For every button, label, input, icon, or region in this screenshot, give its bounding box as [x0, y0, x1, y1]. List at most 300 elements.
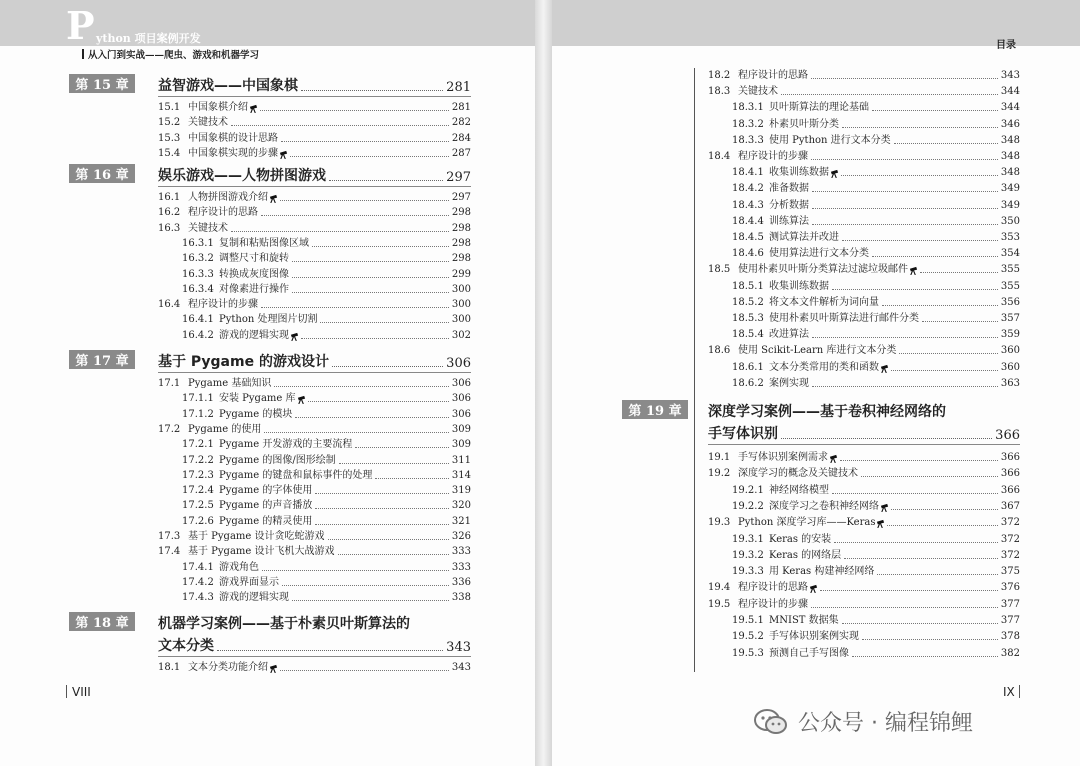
toc-subentry — [732, 550, 1020, 562]
leader-dots — [781, 94, 998, 95]
page-number: 360 — [1000, 361, 1020, 373]
leader-dots — [899, 353, 998, 354]
section-number: 16.4.2 — [182, 329, 214, 341]
page-number: 336 — [451, 576, 471, 588]
leader-dots — [920, 272, 998, 273]
right-page — [552, 0, 1080, 766]
page-number: 372 — [1000, 549, 1020, 561]
leader-dots — [891, 509, 998, 510]
toc-subentry — [182, 439, 471, 451]
video-badge-icon — [880, 364, 888, 372]
leader-dots — [281, 141, 449, 142]
section-title: 准备数据 — [769, 183, 809, 195]
section-number: 18.4.4 — [732, 215, 764, 227]
toc-subentry — [732, 183, 1020, 195]
section-title: 案例实现 — [769, 377, 809, 389]
section-title: 基于 Pygame 设计飞机大战游戏 — [188, 546, 335, 558]
leader-dots — [329, 180, 443, 181]
section-title: Pygame 的使用 — [188, 423, 262, 435]
section-number: 18.2 — [708, 70, 731, 81]
section-number: 18.6 — [708, 345, 731, 357]
book-subtitle: 从入门到实战——爬虫、游戏和机器学习 — [82, 47, 259, 61]
leader-dots — [812, 224, 998, 225]
chapter-title-line1: 深度学习案例——基于卷积神经网络的 — [708, 404, 946, 420]
page-number: 309 — [451, 423, 471, 435]
wechat-icon — [754, 708, 788, 736]
toc-entry — [708, 345, 1020, 357]
leader-dots — [872, 256, 998, 257]
page-number: 382 — [1000, 647, 1020, 659]
leader-dots — [262, 570, 449, 571]
video-badge-icon — [830, 169, 838, 177]
toc-subentry — [182, 516, 471, 528]
page-number: 320 — [451, 500, 471, 512]
leader-dots — [862, 639, 998, 640]
toc-subentry — [732, 329, 1020, 341]
chapter-label: 第 16 章 — [69, 164, 135, 183]
page-number: 282 — [451, 117, 471, 129]
page-number: 298 — [451, 237, 471, 249]
chapter-rule — [158, 186, 471, 187]
page-number: 300 — [451, 299, 471, 311]
toc-subentry — [732, 631, 1020, 643]
section-number: 18.4.1 — [732, 167, 764, 179]
leader-dots — [842, 240, 998, 241]
section-title: Python 深度学习库——Keras — [738, 517, 876, 529]
page-number: 354 — [1000, 248, 1020, 260]
section-number: 18.5.1 — [732, 280, 764, 292]
page-number: 281 — [451, 102, 471, 113]
leader-dots — [292, 277, 449, 278]
leader-dots — [292, 261, 449, 262]
section-number: 17.2.4 — [182, 485, 214, 497]
page-number: 287 — [451, 147, 471, 159]
page-number: 343 — [1000, 70, 1020, 81]
video-badge-icon — [809, 584, 817, 592]
section-title: 使用朴素贝叶斯算法进行邮件分类 — [769, 313, 919, 324]
page-number: 375 — [1000, 566, 1020, 578]
chapter-rule — [158, 96, 471, 97]
page-number: 366 — [1000, 468, 1020, 480]
section-title: 游戏角色 — [219, 561, 259, 573]
folio-bar-right — [1019, 685, 1020, 698]
chapter-rule — [158, 372, 471, 373]
section-title: 中国象棋介绍 — [188, 102, 248, 113]
page-number: 348 — [1000, 151, 1020, 162]
page-number: 326 — [451, 531, 471, 542]
page-number: 367 — [1000, 500, 1020, 512]
section-number: 18.6.2 — [732, 377, 764, 389]
section-number: 18.3.3 — [732, 134, 764, 146]
leader-dots — [332, 366, 443, 367]
section-title: Keras 的安装 — [769, 533, 832, 545]
page-number: 309 — [451, 439, 471, 451]
section-number: 18.5.3 — [732, 313, 764, 324]
section-number: 18.3 — [708, 86, 731, 98]
section-title: 关键技术 — [188, 222, 228, 234]
section-number: 16.3.4 — [182, 283, 214, 295]
toc-subentry — [732, 232, 1020, 244]
page-number: 378 — [1000, 631, 1020, 643]
toc-subentry — [182, 500, 471, 512]
toc-subentry — [182, 455, 471, 467]
section-title: 基于 Pygame 设计贪吃蛇游戏 — [188, 531, 325, 542]
toc-subentry — [182, 592, 471, 604]
toc-subentry — [732, 485, 1020, 497]
toc-entry — [158, 102, 471, 114]
section-number: 18.4.2 — [732, 183, 764, 195]
page-number: 300 — [451, 314, 471, 326]
section-title: 中国象棋实现的步骤 — [188, 147, 278, 159]
toc-subentry — [732, 615, 1020, 627]
section-title: 使用 Scikit-Learn 库进行文本分类 — [738, 345, 897, 357]
toc-subentry — [732, 534, 1020, 546]
toc-subentry — [732, 362, 1020, 374]
section-title: 程序设计的思路 — [738, 582, 808, 594]
book-title: ython 项目案例开发 — [96, 32, 201, 45]
toc-rule — [694, 68, 695, 672]
page-number: 333 — [451, 561, 471, 573]
leader-dots — [811, 607, 998, 608]
page-number: 349 — [1000, 183, 1020, 195]
page-number: 359 — [1000, 329, 1020, 341]
leader-dots — [308, 401, 449, 402]
section-number: 19.5.1 — [732, 615, 764, 626]
section-title: 深度学习之卷积神经网络 — [769, 500, 879, 512]
chapter-label: 第 18 章 — [69, 612, 135, 631]
toc-subentry — [182, 409, 471, 421]
page-number: 344 — [1000, 102, 1020, 114]
left-page — [0, 0, 535, 766]
page-number-right: IX — [1003, 685, 1015, 699]
leader-dots — [872, 110, 998, 111]
toc-subentry — [182, 314, 471, 326]
leader-dots — [894, 143, 998, 144]
page-number: 366 — [1000, 484, 1020, 496]
section-title: 调整尺寸和旋转 — [219, 253, 289, 265]
video-badge-icon — [290, 332, 298, 340]
leader-dots — [834, 542, 998, 543]
chapter-title-text: 手写体识别 — [708, 426, 778, 442]
toc-subentry — [732, 648, 1020, 660]
video-badge-icon — [829, 454, 837, 462]
page-number: 284 — [451, 132, 471, 144]
leader-dots — [840, 460, 998, 461]
toc-entry — [158, 192, 471, 204]
chapter-title — [158, 635, 471, 655]
section-title: 使用 Python 进行文本分类 — [769, 134, 891, 146]
page-number: 346 — [1000, 118, 1020, 130]
section-number: 19.3.3 — [732, 566, 764, 578]
leader-dots — [820, 590, 998, 591]
section-title: 预测自己手写图像 — [769, 647, 849, 659]
section-title: 深度学习的概念及关键技术 — [738, 468, 858, 480]
section-number: 17.4.1 — [182, 561, 214, 573]
toc-subentry — [182, 253, 471, 265]
section-title: 程序设计的思路 — [738, 70, 808, 81]
leader-dots — [887, 525, 997, 526]
leader-dots — [781, 438, 992, 439]
leader-dots — [811, 78, 998, 79]
toc-entry — [158, 133, 471, 145]
leader-dots — [260, 110, 449, 111]
leader-dots — [261, 307, 449, 308]
section-number: 16.2 — [158, 207, 181, 219]
section-title: 转换成灰度图像 — [219, 268, 289, 280]
toc-subentry — [182, 269, 471, 281]
leader-dots — [301, 338, 449, 339]
toc-entry — [158, 117, 471, 129]
chapter-title-text: 文本分类 — [158, 638, 214, 654]
section-title: 神经网络模型 — [769, 484, 829, 496]
section-title: 游戏的逻辑实现 — [219, 329, 289, 341]
section-number: 19.4 — [708, 582, 731, 594]
leader-dots — [852, 656, 998, 657]
section-title: 文本分类常用的类和函数 — [769, 361, 879, 373]
section-number: 18.4.3 — [732, 199, 764, 211]
section-title: 收集训练数据 — [769, 167, 829, 179]
toc-subentry — [182, 284, 471, 296]
leader-dots — [295, 417, 449, 418]
toc-subentry — [732, 566, 1020, 578]
leader-dots — [315, 524, 449, 525]
leader-dots — [811, 159, 998, 160]
leader-dots — [312, 246, 449, 247]
section-title: 将文本文件解析为词向量 — [769, 296, 879, 308]
section-number: 15.2 — [158, 117, 181, 129]
book-spine — [535, 0, 552, 766]
leader-dots — [355, 447, 449, 448]
section-title: 人物拼图游戏介绍 — [188, 192, 268, 203]
chapter-title — [158, 351, 471, 371]
page-number: 306 — [451, 408, 471, 420]
leader-dots — [832, 289, 998, 290]
section-title: 中国象棋的设计思路 — [188, 132, 278, 144]
leader-dots — [292, 600, 449, 601]
toc-subentry — [732, 167, 1020, 179]
chapter-title-text: 娱乐游戏——人物拼图游戏 — [158, 168, 326, 184]
page-number: 355 — [1000, 264, 1020, 276]
leader-dots — [832, 493, 998, 494]
leader-dots — [315, 508, 449, 509]
section-title: Pygame 的精灵使用 — [219, 515, 313, 527]
video-badge-icon — [909, 266, 917, 274]
section-title: Python 处理图片切割 — [219, 314, 318, 326]
page-number: 350 — [1000, 215, 1020, 227]
page-number: 377 — [1000, 615, 1020, 626]
leader-dots — [264, 432, 449, 433]
page-number: 343 — [451, 662, 471, 673]
section-number: 18.4.6 — [732, 248, 764, 260]
watermark — [754, 706, 973, 737]
leader-dots — [812, 208, 998, 209]
section-number: 17.2.6 — [182, 515, 214, 527]
video-badge-icon — [279, 150, 287, 158]
page-number: 348 — [1000, 134, 1020, 146]
chapter-title-text: 基于 Pygame 的游戏设计 — [158, 354, 329, 370]
section-number: 15.3 — [158, 132, 181, 144]
section-number: 17.2.5 — [182, 500, 214, 512]
section-number: 19.5 — [708, 598, 731, 610]
leader-dots — [338, 554, 449, 555]
toc-entry — [708, 264, 1020, 276]
page-number: 356 — [1000, 296, 1020, 308]
watermark-text: 公众号 · 编程锦鲤 — [798, 711, 973, 736]
toc-subentry — [732, 313, 1020, 325]
section-title: 使用算法进行文本分类 — [769, 248, 869, 260]
toc-subentry — [732, 248, 1020, 260]
toc-entry — [708, 582, 1020, 594]
section-title: 使用朴素贝叶斯分类算法过滤垃圾邮件 — [738, 264, 908, 276]
page-number: 298 — [451, 207, 471, 219]
toc-entry — [158, 223, 471, 235]
chapter-page: 306 — [446, 356, 471, 371]
section-number: 18.6.1 — [732, 361, 764, 373]
toc-subentry — [182, 238, 471, 250]
toc-subentry — [732, 501, 1020, 513]
page-number-left: VIII — [72, 685, 91, 699]
toc-entry — [158, 378, 471, 390]
toc-subentry — [732, 200, 1020, 212]
page-number: 297 — [451, 192, 471, 203]
section-title: 朴素贝叶斯分类 — [769, 118, 839, 130]
section-number: 17.4 — [158, 546, 181, 558]
toc-subentry — [732, 297, 1020, 309]
section-number: 19.2 — [708, 468, 731, 480]
section-number: 18.3.1 — [732, 102, 764, 114]
page-number: 376 — [1000, 582, 1020, 594]
leader-dots — [282, 585, 449, 586]
section-number: 16.4 — [158, 299, 181, 311]
page-number: 314 — [451, 469, 471, 481]
page-number: 344 — [1000, 86, 1020, 98]
section-number: 19.3.1 — [732, 533, 764, 545]
leader-dots — [375, 478, 449, 479]
section-title: 游戏的逻辑实现 — [219, 592, 289, 604]
page-number: 338 — [451, 592, 471, 604]
toc-entry — [158, 207, 471, 219]
section-number: 18.5 — [708, 264, 731, 276]
toc-entry — [158, 148, 471, 160]
section-title: Pygame 开发游戏的主要流程 — [219, 439, 353, 451]
page-number: 349 — [1000, 199, 1020, 211]
page-number: 319 — [451, 485, 471, 497]
section-title: 手写体识别案例需求 — [738, 452, 828, 463]
section-number: 18.1 — [158, 662, 181, 673]
page-number: 366 — [1000, 452, 1020, 463]
section-number: 18.4.5 — [732, 232, 764, 243]
section-title: 改进算法 — [769, 329, 809, 341]
page-number: 311 — [451, 454, 471, 466]
leader-dots — [292, 292, 449, 293]
leader-dots — [842, 623, 998, 624]
toc-subentry — [182, 485, 471, 497]
section-title: 用 Keras 构建神经网络 — [769, 566, 875, 578]
chapter-label: 第 17 章 — [69, 350, 135, 369]
section-number: 16.3.2 — [182, 253, 214, 265]
toc-entry — [158, 424, 471, 436]
toc-heading: 目录 — [996, 40, 1016, 51]
section-title: 程序设计的步骤 — [738, 151, 808, 162]
section-number: 16.3 — [158, 222, 181, 234]
chapter-title — [158, 75, 471, 95]
page-number: 298 — [451, 253, 471, 265]
section-number: 19.5.2 — [732, 631, 764, 643]
leader-dots — [320, 322, 448, 323]
page-number: 298 — [451, 222, 471, 234]
section-title: 安装 Pygame 库 — [219, 393, 296, 405]
toc-subentry — [732, 378, 1020, 390]
section-number: 18.3.2 — [732, 118, 764, 130]
toc-entry — [708, 151, 1020, 163]
section-number: 17.3 — [158, 531, 181, 542]
section-title: Pygame 的模块 — [219, 408, 293, 420]
leader-dots — [842, 127, 998, 128]
chapter-label: 第 15 章 — [69, 74, 135, 93]
section-number: 19.3 — [708, 517, 731, 529]
toc-entry — [708, 517, 1020, 529]
page-number: 355 — [1000, 280, 1020, 292]
section-title: 训练算法 — [769, 215, 809, 227]
toc-subentry — [732, 135, 1020, 147]
section-number: 17.1.2 — [182, 408, 214, 420]
section-number: 15.1 — [158, 102, 181, 113]
section-number: 17.2.2 — [182, 454, 214, 466]
section-title: 游戏界面显示 — [219, 576, 279, 588]
section-number: 18.5.2 — [732, 296, 764, 308]
page-number: 363 — [1000, 377, 1020, 389]
section-number: 16.4.1 — [182, 314, 214, 326]
leader-dots — [315, 493, 449, 494]
page-number: 302 — [451, 329, 471, 341]
leader-dots — [231, 125, 449, 126]
chapter-rule — [708, 444, 1020, 445]
section-title: 收集训练数据 — [769, 280, 829, 292]
chapter-page: 297 — [446, 170, 471, 185]
leader-dots — [882, 305, 998, 306]
section-number: 17.2.1 — [182, 439, 214, 451]
leader-dots — [812, 386, 998, 387]
leader-dots — [231, 231, 449, 232]
toc-entry — [158, 299, 471, 311]
leader-dots — [280, 670, 449, 671]
section-number: 19.2.2 — [732, 500, 764, 512]
toc-subentry — [732, 281, 1020, 293]
leader-dots — [339, 463, 449, 464]
chapter-title-line1: 机器学习案例——基于朴素贝叶斯算法的 — [158, 616, 410, 632]
folio-bar — [66, 685, 67, 698]
page-number: 353 — [1000, 232, 1020, 243]
section-title: Keras 的网络层 — [769, 549, 842, 561]
chapter-label: 第 19 章 — [622, 400, 688, 419]
toc-entry — [708, 599, 1020, 611]
toc-subentry — [732, 119, 1020, 131]
leader-dots — [280, 200, 449, 201]
section-title: Pygame 的图像/图形绘制 — [219, 454, 336, 466]
section-title: 文本分类功能介绍 — [188, 662, 268, 673]
leader-dots — [861, 476, 998, 477]
video-badge-icon — [876, 519, 884, 527]
leader-dots — [290, 156, 449, 157]
section-number: 17.1.1 — [182, 393, 214, 405]
leader-dots — [844, 558, 998, 559]
section-number: 19.1 — [708, 452, 731, 463]
video-badge-icon — [269, 664, 277, 672]
section-title: 程序设计的思路 — [188, 207, 258, 219]
leader-dots — [217, 650, 443, 651]
section-number: 16.3.3 — [182, 268, 214, 280]
section-title: 程序设计的步骤 — [188, 299, 258, 311]
